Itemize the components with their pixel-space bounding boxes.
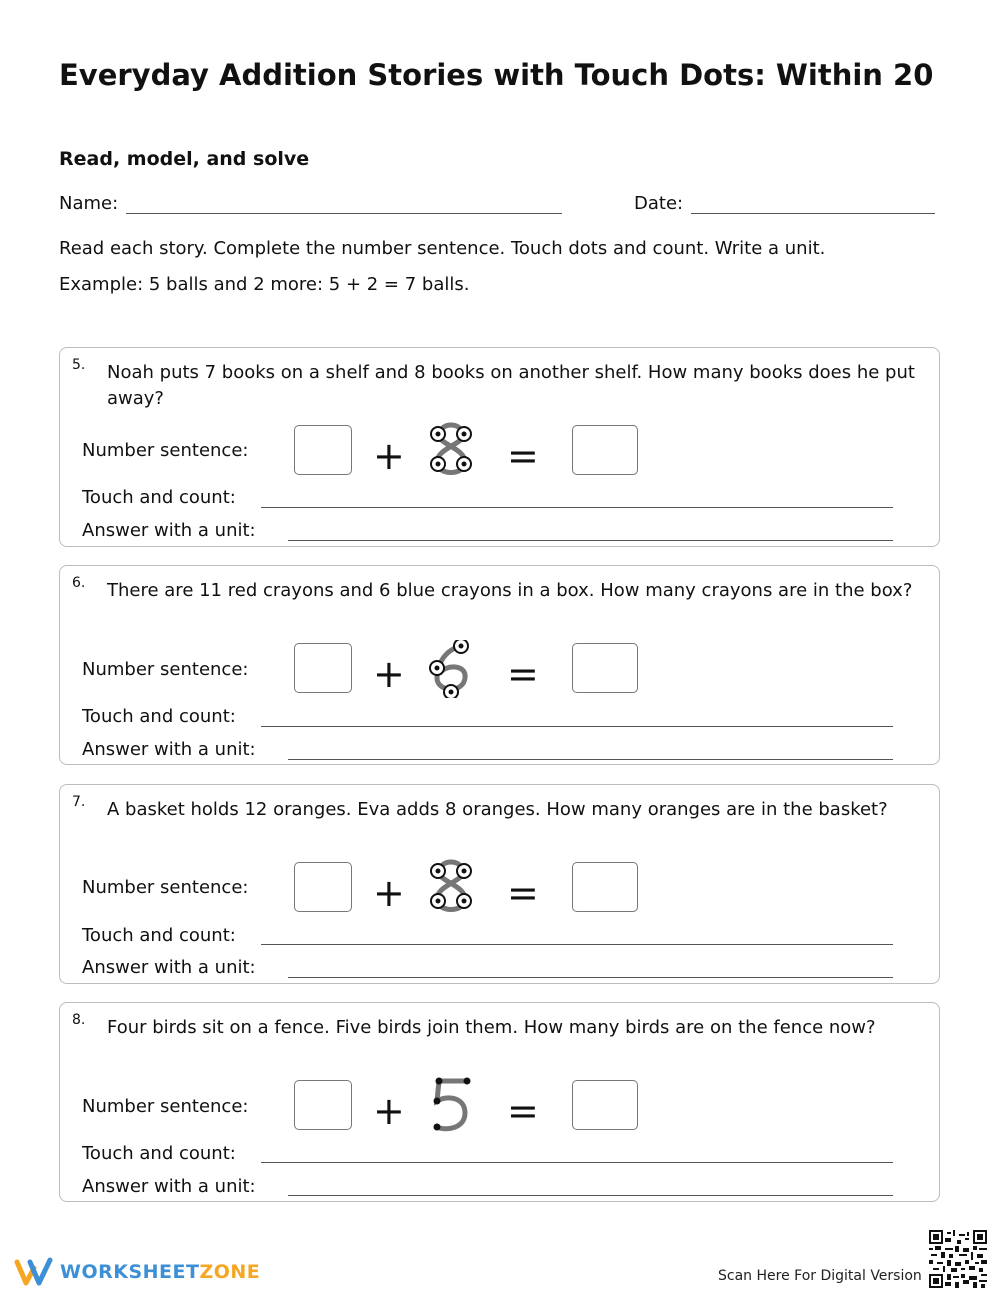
problem-number: 6. [72, 575, 86, 591]
date-label: Date: [634, 193, 684, 214]
addend-box[interactable] [294, 425, 352, 475]
brand-name [60, 1261, 260, 1283]
scan-text: Scan Here For Digital Version [718, 1268, 922, 1284]
name-field [59, 193, 562, 214]
answer-unit-label: Answer with a unit: [82, 739, 256, 760]
date-field [634, 193, 935, 214]
number-sentence-label: Number sentence: [82, 1096, 249, 1117]
problem-number: 5. [72, 357, 86, 373]
equals-sign: = [507, 652, 539, 696]
name-label: Name: [59, 193, 119, 214]
page-title: Everyday Addition Stories with Touch Dots: Within 20 [59, 58, 934, 92]
brand-zone: ZONE [199, 1261, 261, 1283]
page-subtitle: Read, model, and solve [59, 148, 310, 170]
touch-dot-digit-8-icon [427, 422, 475, 480]
plus-sign: + [373, 1089, 405, 1133]
logo-w-icon [14, 1256, 54, 1288]
answer-unit-line[interactable] [288, 539, 893, 541]
problem-card [59, 565, 940, 765]
worksheetzone-logo [14, 1256, 260, 1288]
answer-unit-label: Answer with a unit: [82, 520, 256, 541]
equals-sign: = [507, 1089, 539, 1133]
answer-unit-line[interactable] [288, 976, 893, 978]
problem-text: Four birds sit on a fence. Five birds join them. How many birds are on the fence now? [107, 1017, 876, 1038]
answer-unit-line[interactable] [288, 758, 893, 760]
problem-text: There are 11 red crayons and 6 blue crayons in a box. How many crayons are in the box? [107, 580, 913, 601]
number-sentence-label: Number sentence: [82, 659, 249, 680]
problem-card [59, 784, 940, 984]
plus-sign: + [373, 871, 405, 915]
instructions: Read each story. Complete the number sentence. Touch dots and count. Write a unit. [59, 238, 826, 259]
touch-count-line[interactable] [261, 506, 893, 508]
touch-count-line[interactable] [261, 725, 893, 727]
touch-dot-digit-8-icon [427, 859, 475, 917]
brand-worksheet: WORKSHEET [60, 1261, 200, 1283]
equals-sign: = [507, 434, 539, 478]
sum-box[interactable] [572, 862, 638, 912]
answer-unit-label: Answer with a unit: [82, 957, 256, 978]
answer-unit-line[interactable] [288, 1194, 893, 1196]
qr-code-icon[interactable] [929, 1230, 987, 1288]
problem-text: A basket holds 12 oranges. Eva adds 8 oranges. How many oranges are in the basket? [107, 799, 888, 820]
name-input-line[interactable] [126, 193, 562, 214]
touch-dot-digit-6-icon [427, 640, 475, 698]
sum-box[interactable] [572, 1080, 638, 1130]
touch-count-label: Touch and count: [82, 706, 236, 727]
number-sentence-label: Number sentence: [82, 440, 249, 461]
sum-box[interactable] [572, 643, 638, 693]
addend-box[interactable] [294, 643, 352, 693]
plus-sign: + [373, 434, 405, 478]
problem-card [59, 1002, 940, 1202]
problem-number: 7. [72, 794, 86, 810]
sum-box[interactable] [572, 425, 638, 475]
addend-box[interactable] [294, 1080, 352, 1130]
number-sentence-label: Number sentence: [82, 877, 249, 898]
example-text: Example: 5 balls and 2 more: 5 + 2 = 7 balls. [59, 274, 470, 295]
touch-count-line[interactable] [261, 1161, 893, 1163]
touch-count-label: Touch and count: [82, 925, 236, 946]
date-input-line[interactable] [691, 193, 935, 214]
problem-number: 8. [72, 1012, 86, 1028]
touch-dot-digit-5-icon [427, 1077, 475, 1135]
addend-box[interactable] [294, 862, 352, 912]
touch-count-label: Touch and count: [82, 487, 236, 508]
touch-count-label: Touch and count: [82, 1143, 236, 1164]
answer-unit-label: Answer with a unit: [82, 1176, 256, 1197]
problem-card [59, 347, 940, 547]
touch-count-line[interactable] [261, 943, 893, 945]
equals-sign: = [507, 871, 539, 915]
problem-text: Noah puts 7 books on a shelf and 8 books on another shelf. How many books does he put away? [107, 362, 915, 409]
plus-sign: + [373, 652, 405, 696]
